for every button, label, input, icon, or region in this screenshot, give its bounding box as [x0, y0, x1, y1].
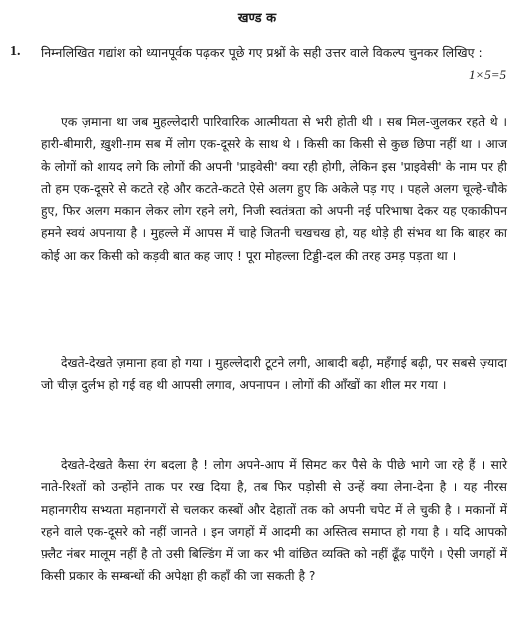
section-title: खण्ड क [237, 11, 277, 26]
marks-allocation: 1×5=5 [468, 67, 506, 82]
passage-paragraph-3: देखते-देखते कैसा रंग बदला है ! लोग अपने-आप में सिमट कर पैसे के पीछे भागे जा रहे हैं । सारे नाते-रिश्तों को उन्होंने ताक पर रख दिया है, तब फिर पड़ोसी से उन्हें क्या लेना-देना है । यह नीरस महानगरीय सभ्यता महानगरों से चलकर कस्बों और देहातों तक को अपनी चपेट में ले चुकी है । मकानों में रहने वाले एक-दूसरे को नहीं जानते । इन जगहों में आदमी का अस्तित्व समाप्त हो गया है । यदि आपको फ़्लैट नंबर मालूम नहीं है तो उसी बिल्डिंग में जा कर भी वांछित व्यक्ति को नहीं ढूँढ़ पाएँगे । ऐसी जगहों में किसी प्रकार के सम्बन्धों की अपेक्षा ही कहाँ की जा सकती है ? [41, 458, 507, 584]
passage-paragraph-2: देखते-देखते ज़माना हवा हो गया । मुहल्लेदारी टूटने लगी, आबादी बढ़ी, महँगाई बढ़ी, पर सबसे ज़्यादा जो चीज़ दुर्लभ हो गई वह थी आपसी लगाव, अपनापन । लोगों की आँखों का शील मर गया । [41, 356, 507, 393]
passage-paragraph-1: एक ज़माना था जब मुहल्लेदारी पारिवारिक आत्मीयता से भरी होती थी । सब मिल-जुलकर रहते थे । हारी-बीमारी, ख़ुशी-ग़म सब में लोग एक-दूसरे के साथ थे । किसी का किसी से कुछ छिपा नहीं था । आज के लोगों को शायद लगे कि लोगों की अपनी 'प्राइवेसी' क्या रही होगी, लेकिन इस 'प्राइवेसी' के नाम पर ही तो हम एक-दूसरे से कटते रहे और कटते-कटते ऐसे अलग हुए कि अकेले पड़ गए । पहले अलग चूल्हे-चौके हुए, फिर अलग मकान लेकर लोग रहने लगे, निजी स्वतंत्रता को अपनी नई परिभाषा देकर यह एकाकीपन हमने स्वयं अपनाया है । मुहल्ले में आपस में चाहे जितनी चखचख हो, यह थोड़े ही संभव था कि बाहर का कोई आ कर किसी को कड़वी बात कह जाए ! पूरा मोहल्ला टिड्डी-दल की तरह उमड़ पड़ता था । [41, 115, 507, 263]
question-number: 1. [10, 44, 21, 59]
question-instruction: निम्नलिखित गद्यांश को ध्यानपूर्वक पढ़कर पूछे गए प्रश्नों के सही उत्तर वाले विकल्प चुनकर लिखिए : [41, 45, 483, 60]
